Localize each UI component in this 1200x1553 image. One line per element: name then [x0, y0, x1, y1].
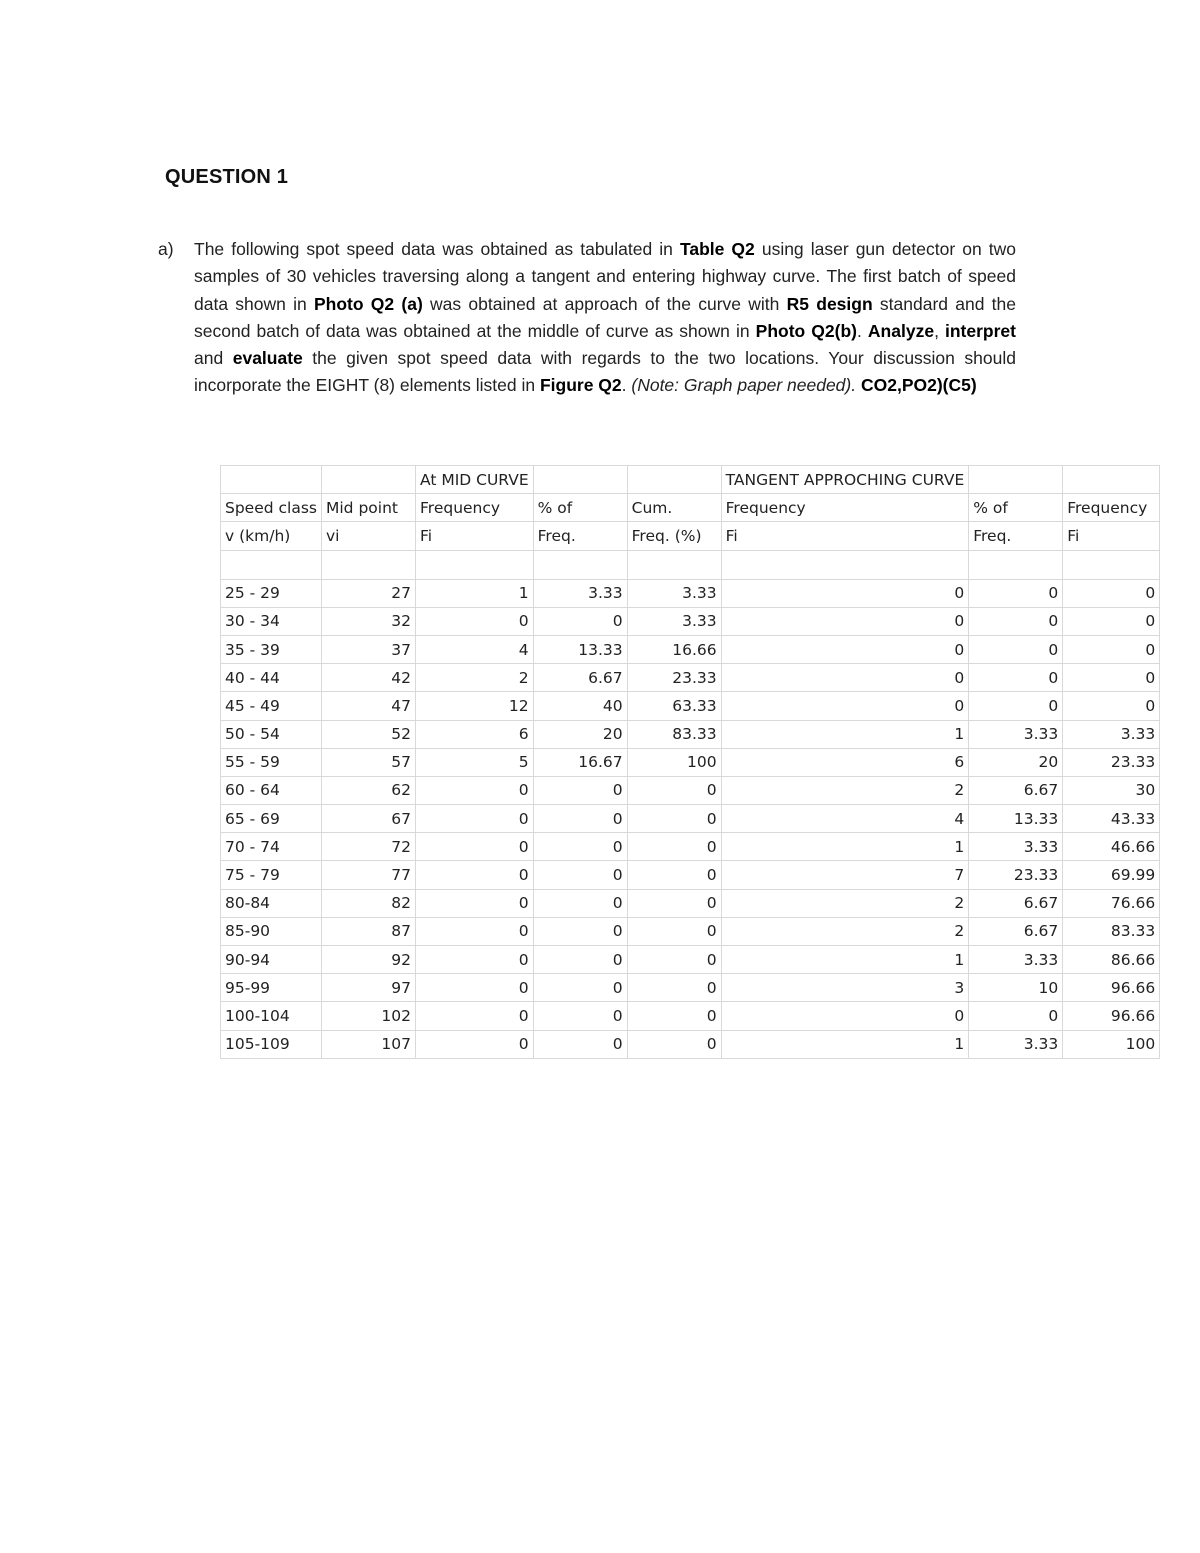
table-cell: 23.33 [969, 861, 1063, 889]
header-cell [969, 550, 1063, 579]
speed-class-cell: 75 - 79 [221, 861, 322, 889]
table-cell: 0 [721, 579, 969, 607]
header-cell [1063, 550, 1160, 579]
table-cell: 3.33 [1063, 720, 1160, 748]
table-cell: 10 [969, 974, 1063, 1002]
text-run: . [621, 375, 632, 396]
table-row [221, 748, 1160, 776]
bold-text: CO2,PO2)(C5) [860, 375, 977, 396]
speed-class-cell: 105-109 [221, 1030, 322, 1058]
table-row [221, 889, 1160, 917]
table-cell: 67 [322, 805, 416, 833]
table-cell: 27 [322, 579, 416, 607]
table-row [221, 861, 1160, 889]
table-cell: 0 [416, 861, 534, 889]
speed-class-cell: 70 - 74 [221, 833, 322, 861]
table-cell: 16.66 [627, 635, 721, 663]
table-cell: 13.33 [533, 635, 627, 663]
text-run: standard and the second batch of data was obtained at the middle of curve as shown in [194, 293, 1017, 341]
table-cell: 0 [416, 776, 534, 804]
speed-class-cell: 40 - 44 [221, 664, 322, 692]
bold-text: Table Q2 [679, 239, 755, 259]
table-cell: 3 [721, 974, 969, 1002]
table-cell: 102 [322, 1002, 416, 1030]
speed-class-cell: 100-104 [221, 1002, 322, 1030]
header-cell [627, 550, 721, 579]
table-row [221, 974, 1160, 1002]
header-cell: % of [533, 494, 627, 522]
table-cell: 37 [322, 635, 416, 663]
table-row [221, 946, 1160, 974]
bold-text: R5 design [786, 293, 873, 314]
table-header-row [221, 522, 1160, 550]
header-cell: v (km/h) [221, 522, 322, 550]
table-cell: 3.33 [969, 720, 1063, 748]
table-header-row [221, 494, 1160, 522]
table-cell: 2 [721, 776, 969, 804]
table-cell: 100 [627, 748, 721, 776]
table-cell: 0 [627, 974, 721, 1002]
table-cell: 86.66 [1063, 946, 1160, 974]
table-cell: 6.67 [969, 776, 1063, 804]
table-row [221, 607, 1160, 635]
table-cell: 0 [416, 1002, 534, 1030]
table-cell: 23.33 [1063, 748, 1160, 776]
table-cell: 0 [627, 776, 721, 804]
table-cell: 0 [627, 946, 721, 974]
table-cell: 0 [1063, 607, 1160, 635]
table-cell: 83.33 [627, 720, 721, 748]
table-cell: 0 [533, 607, 627, 635]
table-cell: 3.33 [969, 833, 1063, 861]
italic-text: (Note: Graph paper needed). [631, 375, 857, 396]
table-row [221, 833, 1160, 861]
text-run: The following spot speed data was obtained as tabulated in [194, 239, 680, 259]
bold-text: interpret [945, 320, 1016, 341]
header-cell [721, 550, 969, 579]
text-run: the given spot speed data with regards to the two locations. Your discussion should incorporate the EIGHT (8) elements listed in [194, 348, 1016, 396]
table-cell: 0 [533, 1002, 627, 1030]
table-header-row [221, 466, 1160, 494]
text-run: was obtained at approach of the curve with [422, 293, 787, 314]
header-cell: Freq. [969, 522, 1063, 550]
table-cell: 16.67 [533, 748, 627, 776]
table-cell: 0 [627, 861, 721, 889]
table-cell: 0 [721, 635, 969, 663]
table-cell: 76.66 [1063, 889, 1160, 917]
speed-class-cell: 30 - 34 [221, 607, 322, 635]
table-cell: 3.33 [627, 607, 721, 635]
text-run: , [934, 320, 945, 341]
table-cell: 0 [969, 664, 1063, 692]
table-row [221, 692, 1160, 720]
table-cell: 52 [322, 720, 416, 748]
table-cell: 0 [416, 1030, 534, 1058]
speed-class-cell: 35 - 39 [221, 635, 322, 663]
table-cell: 1 [721, 833, 969, 861]
table-cell: 7 [721, 861, 969, 889]
header-cell: Fi [416, 522, 534, 550]
table-cell: 6 [721, 748, 969, 776]
speed-class-cell: 55 - 59 [221, 748, 322, 776]
speed-data-table [220, 465, 1160, 1059]
table-row [221, 635, 1160, 663]
table-cell: 23.33 [627, 664, 721, 692]
table-cell: 4 [416, 635, 534, 663]
header-cell [322, 466, 416, 494]
text-run: . [856, 320, 868, 341]
header-cell [416, 550, 534, 579]
table-cell: 72 [322, 833, 416, 861]
table-cell: 0 [627, 889, 721, 917]
speed-class-cell: 85-90 [221, 917, 322, 945]
table-cell: 96.66 [1063, 1002, 1160, 1030]
table-cell: 13.33 [969, 805, 1063, 833]
header-cell [1063, 466, 1160, 494]
table-cell: 0 [416, 607, 534, 635]
table-cell: 77 [322, 861, 416, 889]
speed-class-cell: 65 - 69 [221, 805, 322, 833]
table-cell: 43.33 [1063, 805, 1160, 833]
header-cell: Frequency [416, 494, 534, 522]
table-cell: 0 [416, 917, 534, 945]
table-row [221, 805, 1160, 833]
bold-text: evaluate [232, 348, 303, 369]
table-cell: 0 [1063, 692, 1160, 720]
table-cell: 0 [627, 805, 721, 833]
speed-class-cell: 80-84 [221, 889, 322, 917]
question-label: a) [158, 239, 174, 259]
header-cell: Cum. [627, 494, 721, 522]
table-cell: 0 [416, 833, 534, 861]
table-cell: 2 [721, 889, 969, 917]
table-row [221, 1030, 1160, 1058]
table-cell: 0 [533, 833, 627, 861]
bold-text: Photo Q2 (a) [314, 293, 423, 314]
header-cell [533, 550, 627, 579]
table-cell: 20 [533, 720, 627, 748]
table-cell: 47 [322, 692, 416, 720]
header-cell [627, 466, 721, 494]
table-cell: 6 [416, 720, 534, 748]
header-cell: vi [322, 522, 416, 550]
table-cell: 0 [969, 607, 1063, 635]
table-cell: 0 [533, 805, 627, 833]
table-cell: 3.33 [533, 579, 627, 607]
header-cell [221, 550, 322, 579]
table-cell: 46.66 [1063, 833, 1160, 861]
header-cell: Fi [1063, 522, 1160, 550]
table-cell: 32 [322, 607, 416, 635]
table-cell: 12 [416, 692, 534, 720]
header-cell [969, 466, 1063, 494]
header-cell: Speed class [221, 494, 322, 522]
question-heading: QUESTION 1 [165, 166, 289, 188]
table-cell: 0 [969, 692, 1063, 720]
table-cell: 42 [322, 664, 416, 692]
header-cell: % of [969, 494, 1063, 522]
table-cell: 97 [322, 974, 416, 1002]
header-cell: Frequency [1063, 494, 1160, 522]
header-cell: Mid point [322, 494, 416, 522]
table-cell: 100 [1063, 1030, 1160, 1058]
speed-class-cell: 95-99 [221, 974, 322, 1002]
table-cell: 1 [721, 720, 969, 748]
text-run: and [194, 348, 233, 369]
table-cell: 1 [416, 579, 534, 607]
table-cell: 87 [322, 917, 416, 945]
table-cell: 82 [322, 889, 416, 917]
table-cell: 0 [969, 635, 1063, 663]
table-cell: 0 [627, 1002, 721, 1030]
table-cell: 1 [721, 946, 969, 974]
table-cell: 0 [416, 974, 534, 1002]
speed-class-cell: 45 - 49 [221, 692, 322, 720]
question-text [194, 236, 1016, 400]
table-cell: 0 [416, 889, 534, 917]
table-cell: 0 [533, 889, 627, 917]
header-cell: Frequency [721, 494, 969, 522]
table-cell: 62 [322, 776, 416, 804]
table-cell: 40 [533, 692, 627, 720]
table-cell: 0 [533, 776, 627, 804]
speed-class-cell: 60 - 64 [221, 776, 322, 804]
table-cell: 0 [627, 833, 721, 861]
header-cell: Fi [721, 522, 969, 550]
table-cell: 0 [627, 1030, 721, 1058]
table-cell: 20 [969, 748, 1063, 776]
table-cell: 92 [322, 946, 416, 974]
table-cell: 30 [1063, 776, 1160, 804]
header-cell: At MID CURVE [416, 466, 534, 494]
table-cell: 0 [533, 974, 627, 1002]
table-row [221, 720, 1160, 748]
table-cell: 0 [721, 692, 969, 720]
table-cell: 0 [1063, 579, 1160, 607]
table-cell: 0 [969, 1002, 1063, 1030]
table-cell: 83.33 [1063, 917, 1160, 945]
table-cell: 0 [416, 946, 534, 974]
table-cell: 0 [1063, 635, 1160, 663]
table-cell: 2 [416, 664, 534, 692]
bold-text: Figure Q2 [539, 375, 622, 396]
speed-class-cell: 25 - 29 [221, 579, 322, 607]
bold-text: Analyze [867, 320, 935, 341]
table-cell: 0 [533, 917, 627, 945]
table-cell: 0 [969, 579, 1063, 607]
table-row [221, 664, 1160, 692]
table-cell: 2 [721, 917, 969, 945]
table-cell: 0 [721, 664, 969, 692]
table-cell: 0 [721, 607, 969, 635]
header-cell: Freq. (%) [627, 522, 721, 550]
table-cell: 3.33 [969, 1030, 1063, 1058]
bold-text: Photo Q2(b) [755, 320, 857, 341]
table-cell: 1 [721, 1030, 969, 1058]
header-cell: Freq. [533, 522, 627, 550]
table-cell: 63.33 [627, 692, 721, 720]
table-cell: 0 [721, 1002, 969, 1030]
header-cell: TANGENT APPROCHING CURVE [721, 466, 969, 494]
speed-class-cell: 50 - 54 [221, 720, 322, 748]
table-row [221, 1002, 1160, 1030]
table-cell: 0 [627, 917, 721, 945]
speed-class-cell: 90-94 [221, 946, 322, 974]
header-cell [533, 466, 627, 494]
table-cell: 6.67 [969, 889, 1063, 917]
question-a [158, 236, 1016, 400]
table-cell: 107 [322, 1030, 416, 1058]
table-row [221, 776, 1160, 804]
table-cell: 6.67 [969, 917, 1063, 945]
table-cell: 0 [533, 861, 627, 889]
table-cell: 3.33 [627, 579, 721, 607]
table-row [221, 917, 1160, 945]
table-cell: 57 [322, 748, 416, 776]
table-cell: 5 [416, 748, 534, 776]
table-cell: 0 [1063, 664, 1160, 692]
table-header-row [221, 550, 1160, 579]
table-cell: 4 [721, 805, 969, 833]
header-cell [221, 466, 322, 494]
table-cell: 96.66 [1063, 974, 1160, 1002]
table-row [221, 579, 1160, 607]
header-cell [322, 550, 416, 579]
table-cell: 0 [416, 805, 534, 833]
table-cell: 3.33 [969, 946, 1063, 974]
table-cell: 6.67 [533, 664, 627, 692]
table-cell: 0 [533, 1030, 627, 1058]
table-cell: 0 [533, 946, 627, 974]
table-cell: 69.99 [1063, 861, 1160, 889]
text-run: using laser gun detector on two samples of 30 vehicles traversing along a tangent and entering highway curve. The first batch of speed data shown in [194, 239, 1016, 314]
